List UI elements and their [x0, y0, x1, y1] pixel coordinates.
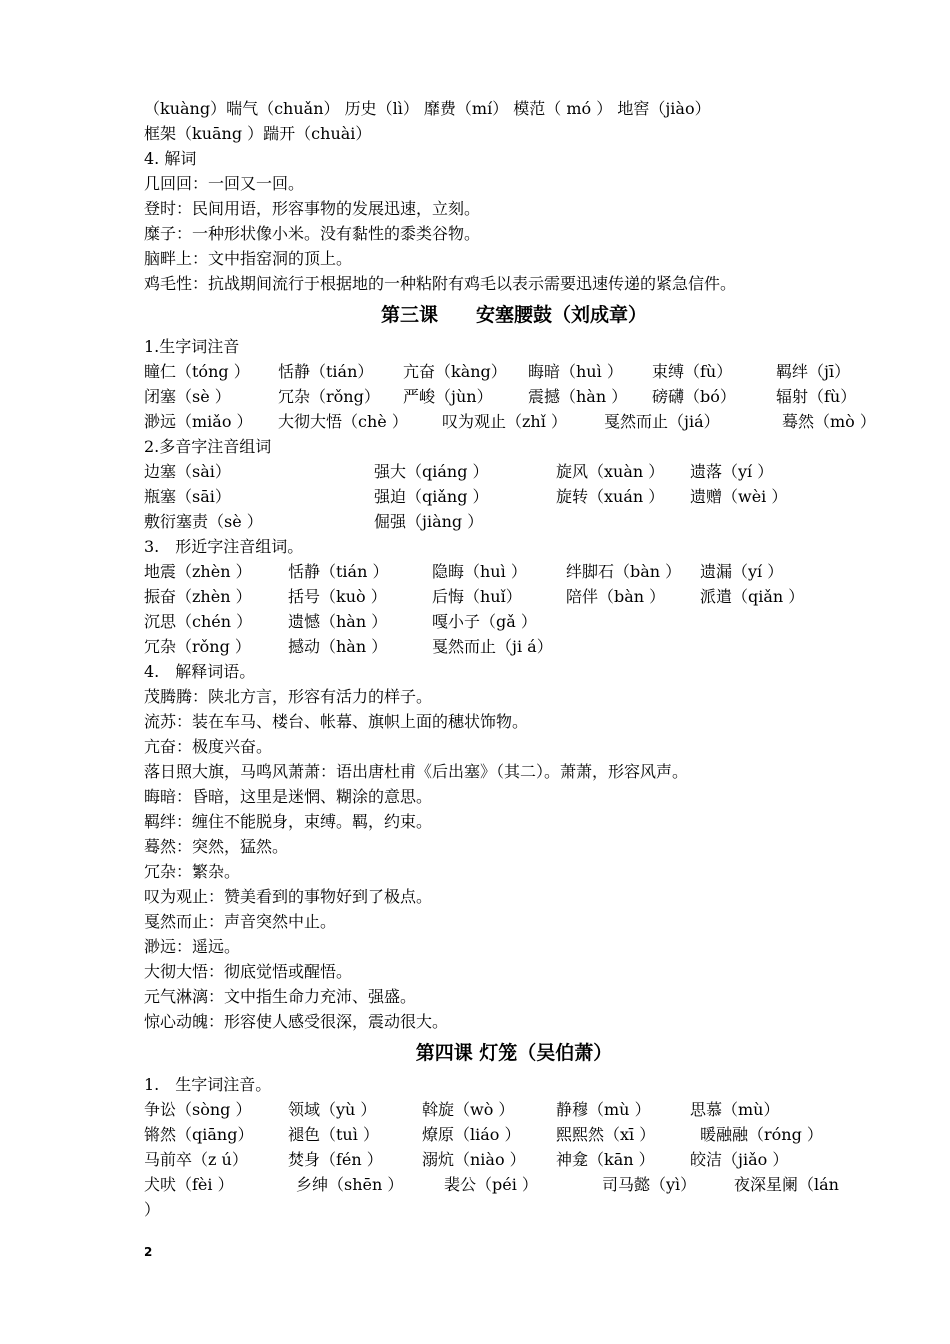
pinyin-entry: 震撼（hàn ） — [528, 387, 628, 406]
definition-item: 元气淋漓：文中指生命力充沛、强盛。 — [144, 987, 417, 1006]
pinyin-entry: 振奋（zhèn ） — [144, 587, 252, 606]
pinyin-row — [144, 1122, 884, 1147]
pinyin-entry: 沉思（chén ） — [144, 612, 253, 631]
definition-item: 叹为观止：赞美看到的事物好到了极点。 — [144, 887, 433, 906]
pinyin-row — [144, 359, 884, 384]
pinyin-entry: 括号（kuò ） — [288, 587, 387, 606]
pinyin-row — [144, 1097, 884, 1122]
definition-item: 糜子：一种形状像小米。没有黏性的黍类谷物。 — [144, 224, 481, 243]
pinyin-entry: 神龛（kān ） — [556, 1150, 655, 1169]
pinyin-entry: 静穆（mù ） — [556, 1100, 651, 1119]
definition-item: 落日照大旗，马鸣风萧萧：语出唐杜甫《后出塞》（其二）。萧萧，形容风声。 — [144, 762, 689, 781]
definition-item: 晦暗：昏暗，这里是迷惘、糊涂的意思。 — [144, 787, 433, 806]
section-heading: 4. 解释词语。 — [144, 662, 256, 681]
pinyin-entry: 马前卒（z ú） — [144, 1150, 248, 1169]
pinyin-line: （kuàng）喘气（chuǎn） 历史（lì） 靡费（mí） 模范（ mó ） 地窖（jiào） — [144, 99, 711, 118]
pinyin-table — [144, 359, 884, 434]
pinyin-entry: 斡旋（wò ） — [422, 1100, 515, 1119]
pinyin-entry: 戛然而止（jiá） — [604, 412, 720, 431]
pinyin-row — [144, 584, 884, 609]
pinyin-row — [144, 1147, 884, 1172]
pinyin-row — [144, 459, 884, 484]
pinyin-entry: 焚身（fén ） — [288, 1150, 383, 1169]
definition-item: 亢奋：极度兴奋。 — [144, 737, 273, 756]
pinyin-entry: 犬吠（fèi ） — [144, 1175, 234, 1194]
pinyin-entry: 冗杂（rǒng ） — [144, 637, 251, 656]
pinyin-row — [144, 509, 884, 534]
pinyin-entry: 后悔（huǐ） — [432, 587, 522, 606]
pinyin-entry: 派遣（qiǎn ） — [700, 587, 805, 606]
section-heading: 2.多音字注音组词 — [144, 437, 272, 456]
pinyin-entry: 撼动（hàn ） — [288, 637, 388, 656]
pinyin-row — [144, 559, 884, 584]
pinyin-entry: 恬静（tián） — [278, 362, 374, 381]
page-number: 2 — [144, 1245, 153, 1259]
pinyin-entry: 蓦然（mò ） — [782, 412, 876, 431]
definition-item: 几回回：一回又一回。 — [144, 174, 305, 193]
pinyin-table — [144, 459, 884, 534]
pinyin-entry: 乡绅（shēn ） — [296, 1175, 404, 1194]
pinyin-line: 框架（kuāng ）踹开（chuài） — [144, 124, 372, 143]
definition-item: 惊心动魄：形容使人感受很深，震动很大。 — [144, 1012, 449, 1031]
pinyin-entry: 大彻大悟（chè ） — [278, 412, 408, 431]
pinyin-table — [144, 1097, 884, 1197]
definition-item: 茂腾腾：陕北方言，形容有活力的样子。 — [144, 687, 433, 706]
pinyin-entry: 强大（qiáng ） — [374, 462, 489, 481]
lesson-title: 第四课 灯笼（吴伯萧） — [415, 1042, 613, 1064]
pinyin-entry: 地震（zhèn ） — [144, 562, 252, 581]
pinyin-entry: 敷衍塞责（sè ） — [144, 512, 263, 531]
pinyin-entry: 遗赠（wèi ） — [690, 487, 788, 506]
pinyin-entry: 陪伴（bàn ） — [566, 587, 666, 606]
pinyin-entry: 晦暗（huì ） — [528, 362, 623, 381]
pinyin-entry: 瞳仁（tóng ） — [144, 362, 250, 381]
pinyin-entry: 边塞（sài） — [144, 462, 231, 481]
wrapped-line: ） — [144, 1200, 161, 1219]
pinyin-row — [144, 609, 884, 634]
definition-item: 冗杂：繁杂。 — [144, 862, 241, 881]
section-heading: 1.生字词注音 — [144, 337, 240, 356]
pinyin-entry: 严峻（jùn） — [403, 387, 493, 406]
pinyin-entry: 强迫（qiǎng ） — [374, 487, 489, 506]
pinyin-entry: 渺远（miǎo ） — [144, 412, 253, 431]
pinyin-row — [144, 634, 884, 659]
pinyin-row — [144, 484, 884, 509]
pinyin-entry: 戛然而止（ji á） — [432, 637, 553, 656]
pinyin-entry: 锵然（qiāng） — [144, 1125, 254, 1144]
definition-item: 羁绊：缠住不能脱身，束缚。羁，约束。 — [144, 812, 433, 831]
definition-item: 大彻大悟：彻底觉悟或醒悟。 — [144, 962, 353, 981]
definition-item: 脑畔上：文中指窑洞的顶上。 — [144, 249, 353, 268]
pinyin-entry: 磅礴（bó） — [652, 387, 736, 406]
definition-list — [144, 171, 884, 296]
pinyin-entry: 闭塞（sè ） — [144, 387, 231, 406]
pinyin-entry: 辐射（fù） — [776, 387, 857, 406]
pinyin-entry: 亢奋（kàng） — [403, 362, 507, 381]
pinyin-table — [144, 559, 884, 659]
pinyin-row — [144, 409, 884, 434]
definition-item: 登时：民间用语，形容事物的发展迅速，立刻。 — [144, 199, 481, 218]
pinyin-entry: 遗憾（hàn ） — [288, 612, 388, 631]
pinyin-entry: 倔强（jiàng ） — [374, 512, 484, 531]
section-heading: 4. 解词 — [144, 149, 197, 168]
pinyin-entry: 冗杂（rǒng） — [278, 387, 380, 406]
section-heading: 3. 形近字注音组词。 — [144, 537, 304, 556]
pinyin-entry: 绊脚石（bàn ） — [566, 562, 682, 581]
pinyin-entry: 旋转（xuán ） — [556, 487, 665, 506]
section-heading: 1. 生字词注音。 — [144, 1075, 272, 1094]
pinyin-entry: 夜深星阑（lán — [734, 1175, 839, 1194]
pinyin-entry: 嘎小子（gǎ ） — [432, 612, 537, 631]
pinyin-row — [144, 1172, 884, 1197]
definition-item: 鸡毛性：抗战期间流行于根据地的一种粘附有鸡毛以表示需要迅速传递的紧急信件。 — [144, 274, 737, 293]
pinyin-entry: 叹为观止（zhǐ ） — [442, 412, 567, 431]
pinyin-entry: 褪色（tuì ） — [288, 1125, 379, 1144]
pinyin-entry: 恬静（tián ） — [288, 562, 389, 581]
pinyin-entry: 熙熙然（xī ） — [556, 1125, 656, 1144]
document-page — [144, 96, 884, 1222]
definition-item: 渺远：遥远。 — [144, 937, 241, 956]
definition-item: 流苏：装在车马、楼台、帐幕、旗帜上面的穗状饰物。 — [144, 712, 529, 731]
pinyin-entry: 羁绊（jī） — [776, 362, 851, 381]
pinyin-entry: 皎洁（jiǎo ） — [690, 1150, 789, 1169]
pinyin-entry: 争讼（sòng ） — [144, 1100, 252, 1119]
pinyin-entry: 旋风（xuàn ） — [556, 462, 665, 481]
definition-item: 蓦然：突然，猛然。 — [144, 837, 289, 856]
pinyin-entry: 束缚（fù） — [652, 362, 733, 381]
pinyin-entry: 暖融融（róng ） — [700, 1125, 823, 1144]
pinyin-entry: 司马懿（yì） — [602, 1175, 697, 1194]
pinyin-entry: 遗漏（yí ） — [700, 562, 784, 581]
pinyin-entry: 裴公（péi ） — [444, 1175, 538, 1194]
definition-list — [144, 684, 884, 1034]
pinyin-entry: 隐晦（huì ） — [432, 562, 527, 581]
pinyin-entry: 遗落（yí ） — [690, 462, 774, 481]
lesson-title: 第三课 安塞腰鼓（刘成章） — [380, 304, 647, 326]
pinyin-entry: 瓶塞（sāi） — [144, 487, 231, 506]
pinyin-entry: 思慕（mù） — [690, 1100, 780, 1119]
pinyin-entry: 领域（yù ） — [288, 1100, 377, 1119]
pinyin-row — [144, 384, 884, 409]
pinyin-entry: 燎原（liáo ） — [422, 1125, 521, 1144]
definition-item: 戛然而止：声音突然中止。 — [144, 912, 337, 931]
pinyin-entry: 溺炕（niào ） — [422, 1150, 526, 1169]
